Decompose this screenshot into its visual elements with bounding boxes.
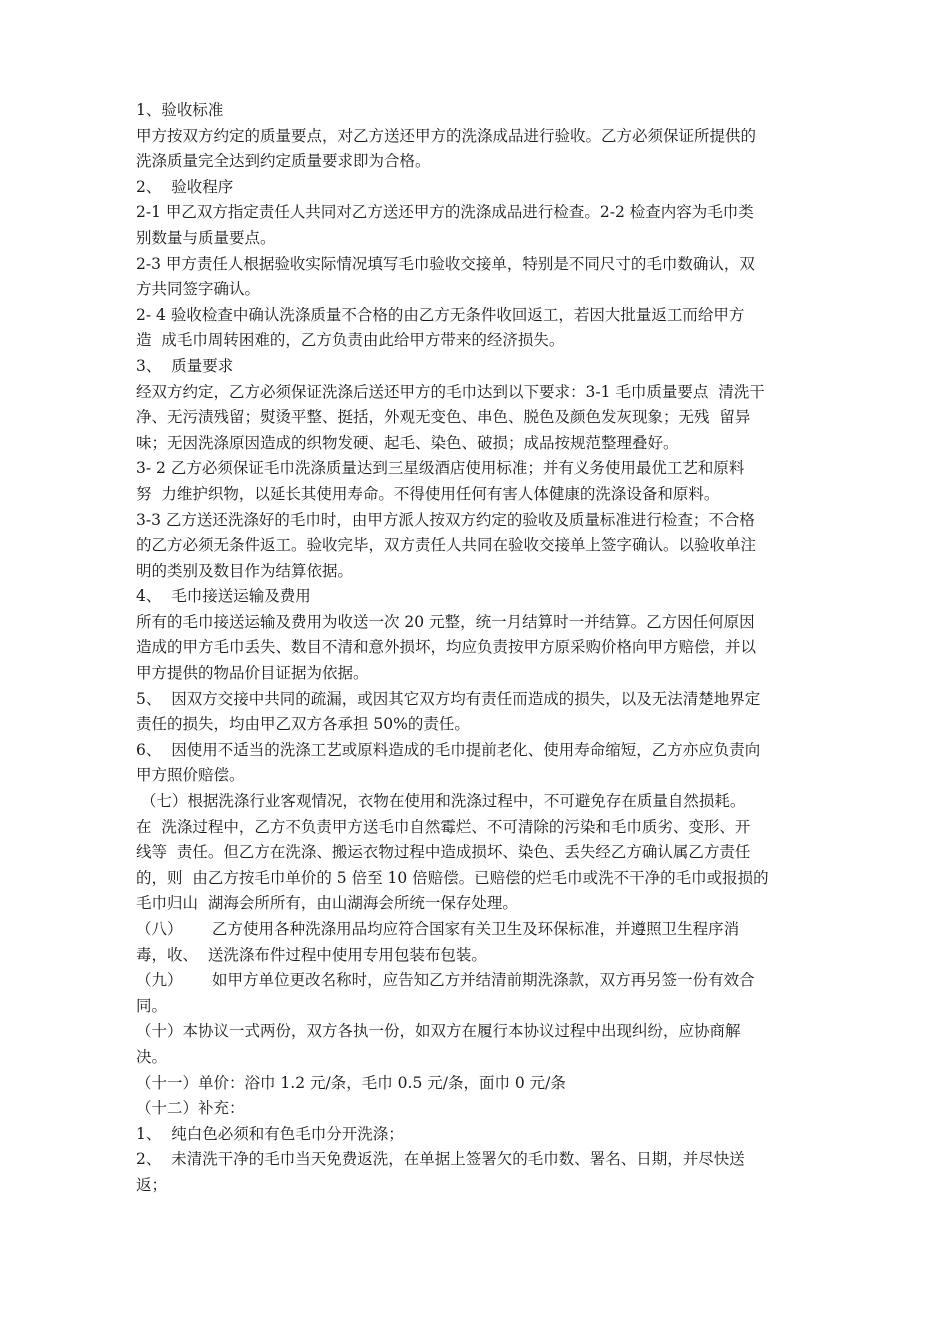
text-line: 的乙方必须无条件返工。验收完毕，双方责任人共同在验收交接单上签字确认。以验收单注 [136, 536, 757, 555]
document-body [136, 98, 826, 1199]
text-line: 所有的毛巾接送运输及费用为收送一次 20 元整，统一月结算时一并结算。乙方因任何原因 [136, 612, 755, 631]
clause-eleven-unit-price: （十一）单价：浴巾 1.2 元/条，毛巾 0.5 元/条，面巾 0 元/条 [136, 1073, 566, 1092]
text-line: 方共同签字确认。 [136, 280, 261, 299]
text-line: 毒，收、 送洗涤布件过程中使用专用包装布包装。 [136, 945, 487, 964]
text-line: 在 洗涤过程中，乙方不负责甲方送毛巾自然霉烂、不可清除的污染和毛巾质劣、变形、开 [136, 817, 751, 836]
clause-twelve-supplement: （十二）补充： [136, 1099, 245, 1118]
text-line: 毛巾归山 湖海会所所有，由山湖海会所统一保存处理。 [136, 894, 518, 913]
section-heading-transport-fees: 4、 毛巾接送运输及费用 [136, 587, 311, 606]
section-heading-acceptance-standard: 1、验收标准 [136, 101, 224, 119]
text-line: 同。 [136, 996, 168, 1015]
text-line: 甲方按双方约定的质量要点，对乙方送还甲方的洗涤成品进行验收。乙方必须保证所提供的 [136, 126, 757, 145]
clause-nine: （九） 如甲方单位更改名称时，应告知乙方并结清前期洗涤款，双方再另签一份有效合 [136, 971, 755, 990]
text-line: 洗涤质量完全达到约定质量要求即为合格。 [136, 152, 431, 171]
section-heading-acceptance-procedure: 2、 验收程序 [136, 177, 234, 196]
clause-ten: （十）本协议一式两份，双方各执一份，如双方在履行本协议过程中出现纠纷，应协商解 [136, 1022, 741, 1041]
section-heading-quality-requirements: 3、 质量要求 [136, 356, 234, 375]
text-line: 3- 2 乙方必须保证毛巾洗涤质量达到三星级酒店使用标准；并有义务使用最优工艺和原料 [136, 459, 745, 478]
clause-6: 6、 因使用不适当的洗涤工艺或原料造成的毛巾提前老化、使用寿命缩短，乙方亦应负责向 [136, 740, 761, 759]
text-line: 明的类别及数目作为结算依据。 [136, 561, 354, 580]
text-line: 净、无污渍残留；熨烫平整、挺括，外观无变色、串色、脱色及颜色发灰现象；无残 留异 [136, 408, 751, 427]
text-line: 3-3 乙方送还洗涤好的毛巾时，由甲方派人按双方约定的验收及质量标准进行检查；不合格 [136, 510, 755, 529]
text-line: 别数量与质量要点。 [136, 228, 276, 247]
text-line: 造成的甲方毛巾丢失、数目不清和意外损坏，均应负责按甲方原采购价格向甲方赔偿，并以 [136, 638, 757, 657]
text-line: 返； [136, 1175, 168, 1194]
supplement-item-2: 2、 未清洗干净的毛巾当天免费返洗，在单据上签署欠的毛巾数、署名、日期，并尽快送 [136, 1150, 745, 1169]
text-line: 造 成毛巾周转困难的，乙方负责由此给甲方带来的经济损失。 [136, 331, 565, 350]
text-line: 2-3 甲方责任人根据验收实际情况填写毛巾验收交接单，特别是不同尺寸的毛巾数确认，双 [136, 254, 755, 273]
text-line: 经双方约定，乙方必须保证洗涤后送还甲方的毛巾达到以下要求：3-1 毛巾质量要点 清洗干 [136, 382, 765, 401]
clause-eight: （八） 乙方使用各种洗涤用品均应符合国家有关卫生及环保标准，并遵照卫生程序消 [136, 920, 740, 938]
text-line: 2- 4 验收检查中确认洗涤质量不合格的由乙方无条件收回返工，若因大批量返工而给甲方 [136, 305, 745, 324]
text-line: 甲方照价赔偿。 [136, 766, 245, 785]
clause-seven: （七）根据洗涤行业客观情况，衣物在使用和洗涤过程中，不可避免存在质量自然损耗。 [136, 792, 746, 811]
text-line: 味；无因洗涤原因造成的织物发硬、起毛、染色、破损；成品按规范整理叠好。 [136, 433, 679, 452]
clause-5: 5、 因双方交接中共同的疏漏，或因其它双方均有责任而造成的损失，以及无法清楚地界定 [136, 689, 761, 708]
text-line: 的，则 由乙方按毛巾单价的 5 倍至 10 倍赔偿。已赔偿的烂毛巾或洗不干净的毛巾或报损的 [136, 868, 769, 887]
text-line: 努 力维护织物，以延长其使用寿命。不得使用任何有害人体健康的洗涤设备和原料。 [136, 484, 720, 503]
text-line: 线等 责任。但乙方在洗涤、搬运衣物过程中造成损坏、染色、丢失经乙方确认属乙方责任 [136, 843, 751, 862]
text-line: 甲方提供的物品价目证据为依据。 [136, 664, 369, 683]
text-line: 2-1 甲乙双方指定责任人共同对乙方送还甲方的洗涤成品进行检查。2-2 检查内容为毛巾类 [136, 203, 754, 222]
supplement-item-1: 1、 纯白色必须和有色毛巾分开洗涤； [136, 1124, 404, 1143]
text-line: 决。 [136, 1047, 168, 1066]
text-line: 责任的损失，均由甲乙双方各承担 50%的责任。 [136, 715, 470, 734]
